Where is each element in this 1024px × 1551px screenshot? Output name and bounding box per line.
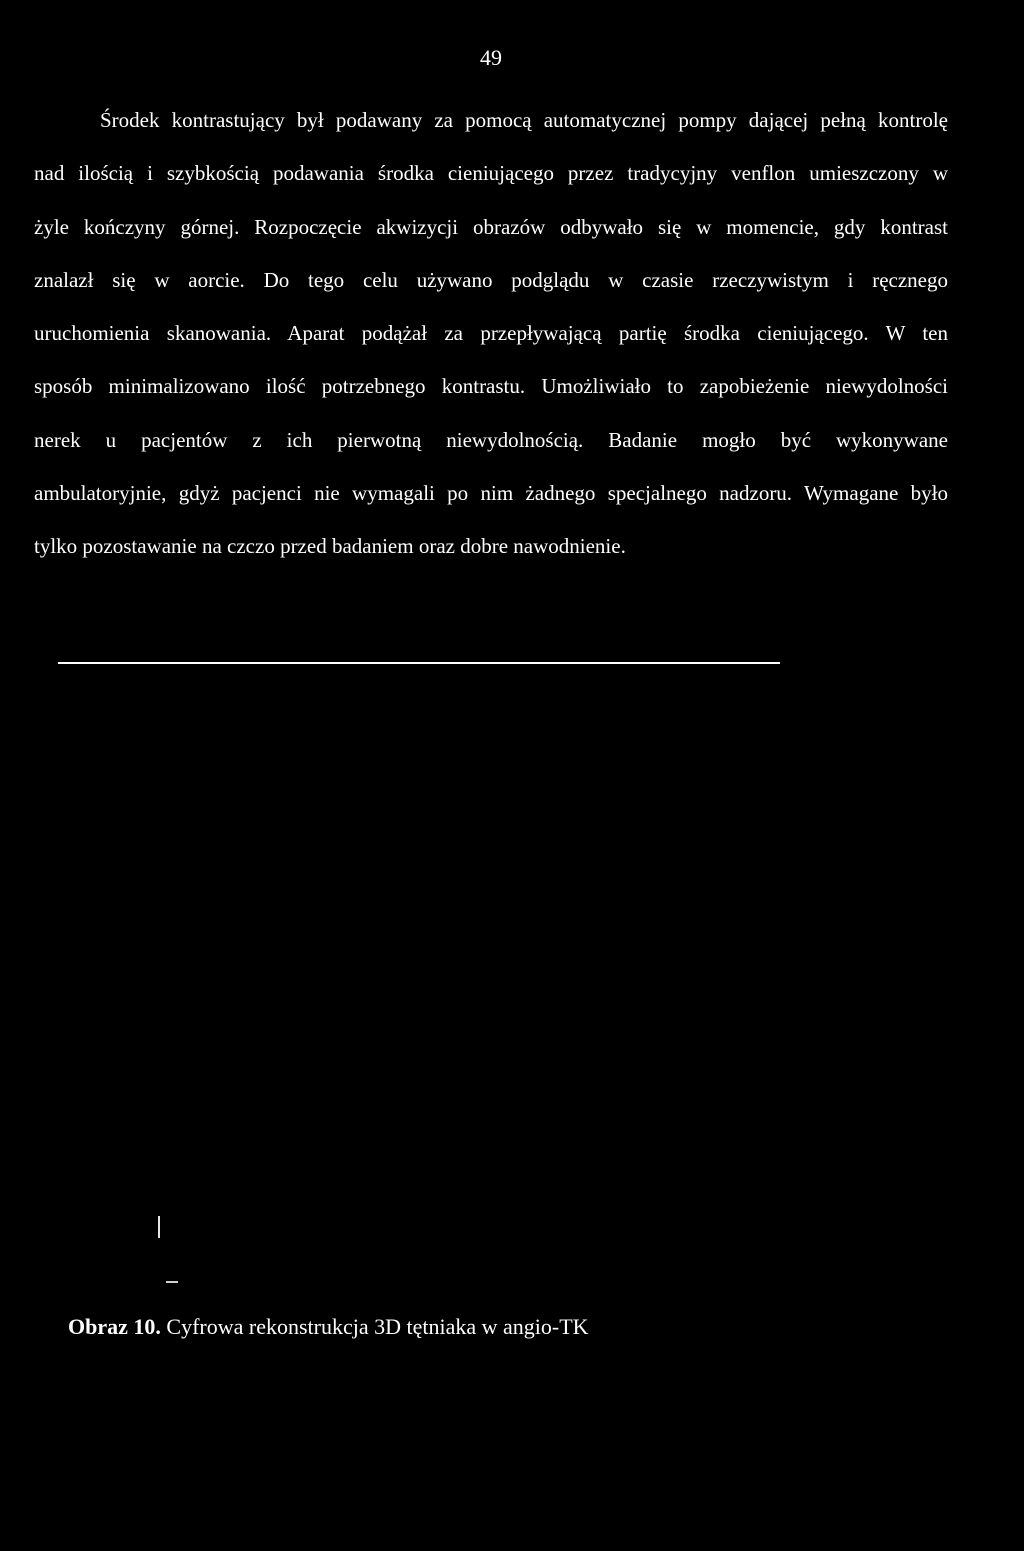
page-number-text: 49 — [480, 45, 502, 70]
paragraph-line: uruchomienia skanowania. Aparat podążał za przepływającą partię środka cieniującego. W ten — [34, 321, 948, 346]
figure-image — [58, 666, 780, 1306]
paragraph-line: nad ilością i szybkością podawania środka cieniującego przez tradycyjny venflon umieszczony w — [34, 161, 948, 186]
paragraph-line: sposób minimalizowano ilość potrzebnego kontrastu. Umożliwiało to zapobieżenie niewydolności — [34, 374, 948, 399]
paragraph-line: ambulatoryjnie, gdyż pacjenci nie wymagali po nim żadnego specjalnego nadzoru. Wymagane było — [34, 481, 948, 506]
figure-dash-mark — [166, 1281, 178, 1283]
paragraph-line: nerek u pacjentów z ich pierwotną niewydolnością. Badanie mogło być wykonywane — [34, 427, 948, 452]
paragraph-line: Środek kontrastujący był podawany za pomocą automatycznej pompy dającej pełną kontrolę — [100, 108, 948, 132]
paragraph-line: żyle kończyny górnej. Rozpoczęcie akwizycji obrazów odbywało się w momencie, gdy kontrast — [34, 214, 948, 239]
caption-label: Obraz 10. — [68, 1314, 161, 1339]
paragraph-line: znalazł się w aorcie. Do tego celu używano podglądu w czasie rzeczywistym i ręcznego — [34, 267, 948, 292]
page-number — [0, 44, 980, 72]
caption-text: Cyfrowa rekonstrukcja 3D tętniaka w angio-TK — [160, 1314, 589, 1339]
paragraph-line: tylko pozostawanie na czczo przed badaniem oraz dobre nawodnienie. — [34, 534, 626, 559]
figure-tick-mark — [158, 1216, 160, 1238]
figure-top-border — [58, 662, 780, 664]
figure-caption — [68, 1312, 589, 1342]
body-paragraph — [34, 94, 948, 574]
